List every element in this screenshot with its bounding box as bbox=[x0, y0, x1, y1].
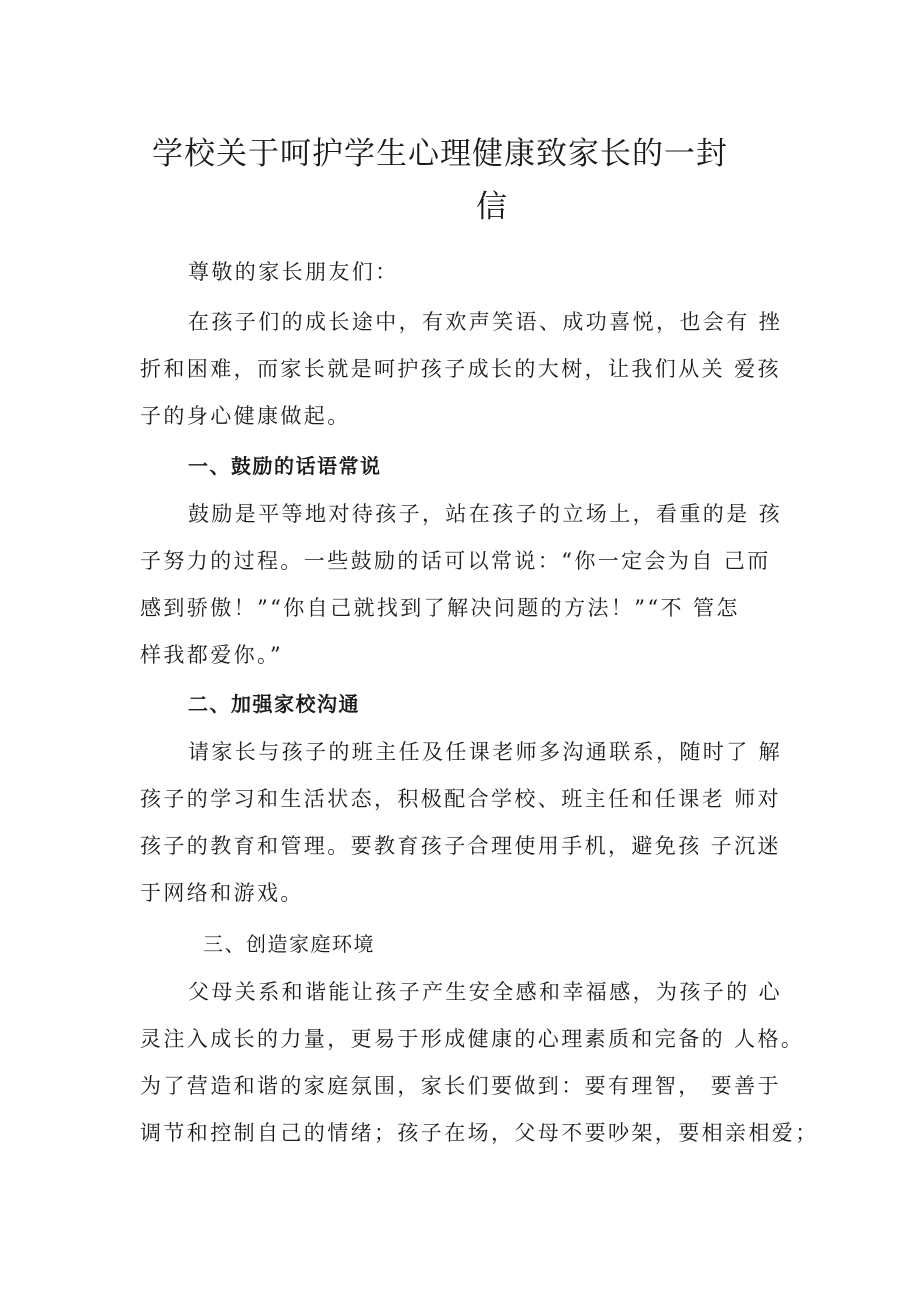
section-3-line: 父母关系和谐能让孩子产生安全感和幸福感，为孩子的 心 bbox=[188, 980, 783, 1004]
section-1-line: 子努力的过程。一些鼓励的话可以常说：“你一定会为自 己而 bbox=[140, 549, 771, 573]
section-1-line: 样我都爱你。” bbox=[140, 643, 284, 667]
section-3-line: 为了营造和谐的家庭氛围，家长们要做到：要有理智， 要善于 bbox=[140, 1074, 781, 1098]
section-2-line: 孩子的学习和生活状态，积极配合学校、班主任和任课老 师对 bbox=[140, 787, 781, 811]
section-1-line: 感到骄傲！”“你自己就找到了解决问题的方法！”“不 管怎 bbox=[140, 596, 740, 620]
letter-title-line-2: 信 bbox=[476, 189, 508, 225]
section-2-line: 于网络和游戏。 bbox=[140, 881, 304, 905]
section-3-line: 调节和控制自己的情绪；孩子在场，父母不要吵架，要相亲相爱； bbox=[140, 1121, 819, 1145]
intro-line: 子的身心健康做起。 bbox=[140, 404, 351, 428]
section-3-heading: 三、创造家庭环境 bbox=[203, 932, 375, 956]
section-3-line: 灵注入成长的力量，更易于形成健康的心理素质和完备的 人格。 bbox=[140, 1027, 805, 1051]
section-2-heading: 二、加强家校沟通 bbox=[188, 692, 360, 716]
section-2-line: 孩子的教育和管理。要教育孩子合理使用手机，避免孩 子沉迷 bbox=[140, 834, 781, 858]
intro-line: 折和困难，而家长就是呵护孩子成长的大树，让我们从关 爱孩 bbox=[140, 357, 781, 381]
greeting: 尊敬的家长朋友们： bbox=[188, 260, 399, 284]
section-1-heading: 一、鼓励的话语常说 bbox=[188, 454, 382, 478]
intro-line: 在孩子们的成长途中，有欢声笑语、成功喜悦，也会有 挫 bbox=[188, 310, 783, 334]
section-1-line: 鼓励是平等地对待孩子，站在孩子的立场上，看重的是 孩 bbox=[188, 502, 783, 526]
letter-title-line-1: 学校关于呵护学生心理健康致家长的一封 bbox=[152, 136, 728, 172]
section-2-line: 请家长与孩子的班主任及任课老师多沟通联系，随时了 解 bbox=[188, 740, 783, 764]
